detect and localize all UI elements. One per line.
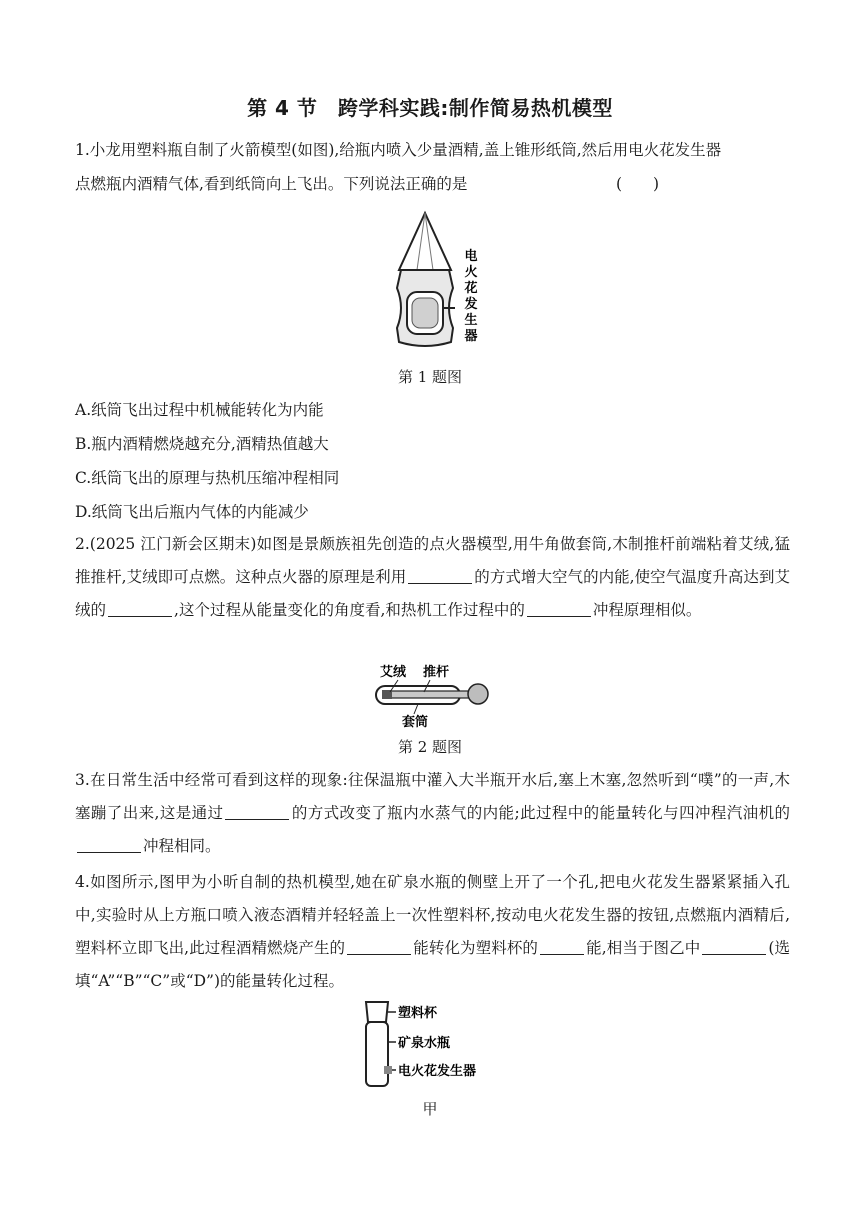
q2-figure-caption: 第 2 题图 [397, 738, 463, 756]
q1-option-a: A.纸筒飞出过程中机械能转化为内能 [75, 401, 324, 419]
label-tuigan: 推杆 [423, 665, 450, 680]
q2-text-part2: 的方式增大空气的内能,使空气温度升高达到艾绒的 [75, 568, 790, 619]
svg-text:火: 火 [464, 265, 478, 280]
q2-text-part4: 冲程原理相似。 [592, 601, 702, 619]
paper-cone [399, 213, 451, 270]
q1-figure-caption: 第 1 题图 [397, 368, 463, 386]
svg-text:花: 花 [464, 281, 478, 296]
q1-rocket-figure [385, 208, 485, 358]
q4-text-part4: (选填“A”“B”“C”或“D”)的能量转化过程。 [75, 939, 790, 990]
q3-blank-1[interactable] [225, 804, 289, 821]
q1-option-b: B.瓶内酒精燃烧越充分,酒精热值越大 [75, 435, 329, 453]
q3-text-part3: 冲程相同。 [143, 837, 221, 855]
q4-blank-1[interactable] [347, 939, 411, 956]
q4-stem [75, 866, 790, 998]
q4-heat-engine-figure [360, 998, 510, 1090]
svg-text:器: 器 [464, 329, 478, 344]
svg-text:电: 电 [464, 249, 478, 264]
q1-answer-paren: ( ) [616, 175, 660, 193]
q2-blank-2[interactable] [108, 601, 172, 618]
svg-text:发: 发 [464, 297, 478, 312]
section-title: 第 4 节 跨学科实践:制作简易热机模型 [247, 96, 613, 120]
rod-knob [468, 684, 488, 704]
q4-blank-2[interactable] [540, 939, 584, 956]
q4-blank-3[interactable] [702, 939, 766, 956]
push-rod [390, 691, 474, 698]
spark-generator [384, 1066, 392, 1074]
q2-igniter-figure [368, 662, 498, 730]
q3-stem [75, 764, 790, 863]
q1-generator-label [463, 248, 477, 344]
q4-text-part1: 4.如图所示,图甲为小昕自制的热机模型,她在矿泉水瓶的侧壁上开了一个孔,把电火花发生器紧紧插入孔中,实验时从上方瓶口喷入液态酒精并轻轻盖上一次性塑料杯,按动电火花发生器的按钮,点燃瓶内酒精后,塑料杯立即飞出,此过程酒精燃烧产生的 [75, 873, 790, 957]
q3-text-part2: 的方式改变了瓶内水蒸气的内能;此过程中的能量转化与四冲程汽油机的 [291, 804, 790, 822]
q3-blank-2[interactable] [77, 837, 141, 854]
q1-stem-line1: 1.小龙用塑料瓶自制了火箭模型(如图),给瓶内喷入少量酒精,盖上锥形纸筒,然后用电火花发生器 [75, 141, 722, 159]
q4-figure-caption: 甲 [422, 1100, 438, 1118]
q2-blank-3[interactable] [527, 601, 591, 618]
q4-text-part3: 能,相当于图乙中 [586, 939, 701, 957]
q1-stem-line2: 点燃瓶内酒精气体,看到纸筒向上飞出。下列说法正确的是 [75, 175, 468, 193]
label-bottle: 矿泉水瓶 [398, 1036, 451, 1051]
q2-text-part3: ,这个过程从能量变化的角度看,和热机工作过程中的 [174, 601, 525, 619]
svg-text:生: 生 [464, 313, 478, 328]
label-generator: 电火花发生器 [398, 1064, 477, 1079]
q2-blank-1[interactable] [408, 568, 472, 585]
q1-option-c: C.纸筒飞出的原理与热机压缩冲程相同 [75, 469, 340, 487]
q2-stem [75, 528, 790, 627]
q3-text-part1: 3.在日常生活中经常可看到这样的现象:往保温瓶中灌入大半瓶开水后,塞上木塞,忽然听到“噗”的一声,木塞蹦了出来,这是通过 [75, 771, 790, 822]
q1-option-d: D.纸筒飞出后瓶内气体的内能减少 [75, 503, 309, 521]
label-cup: 塑料杯 [398, 1006, 438, 1021]
mineral-water-bottle [366, 1022, 388, 1086]
plastic-cup [366, 1002, 388, 1022]
q4-text-part2: 能转化为塑料杯的 [413, 939, 539, 957]
label-airong: 艾绒 [380, 665, 407, 680]
q2-text-part1: 2.(2025 江门新会区期末)如图是景颇族祖先创造的点火器模型,用牛角做套筒,木制推杆前端粘着艾绒,猛推推杆,艾绒即可点燃。这种点火器的原理是利用 [75, 535, 790, 586]
label-taotong: 套筒 [402, 715, 429, 730]
